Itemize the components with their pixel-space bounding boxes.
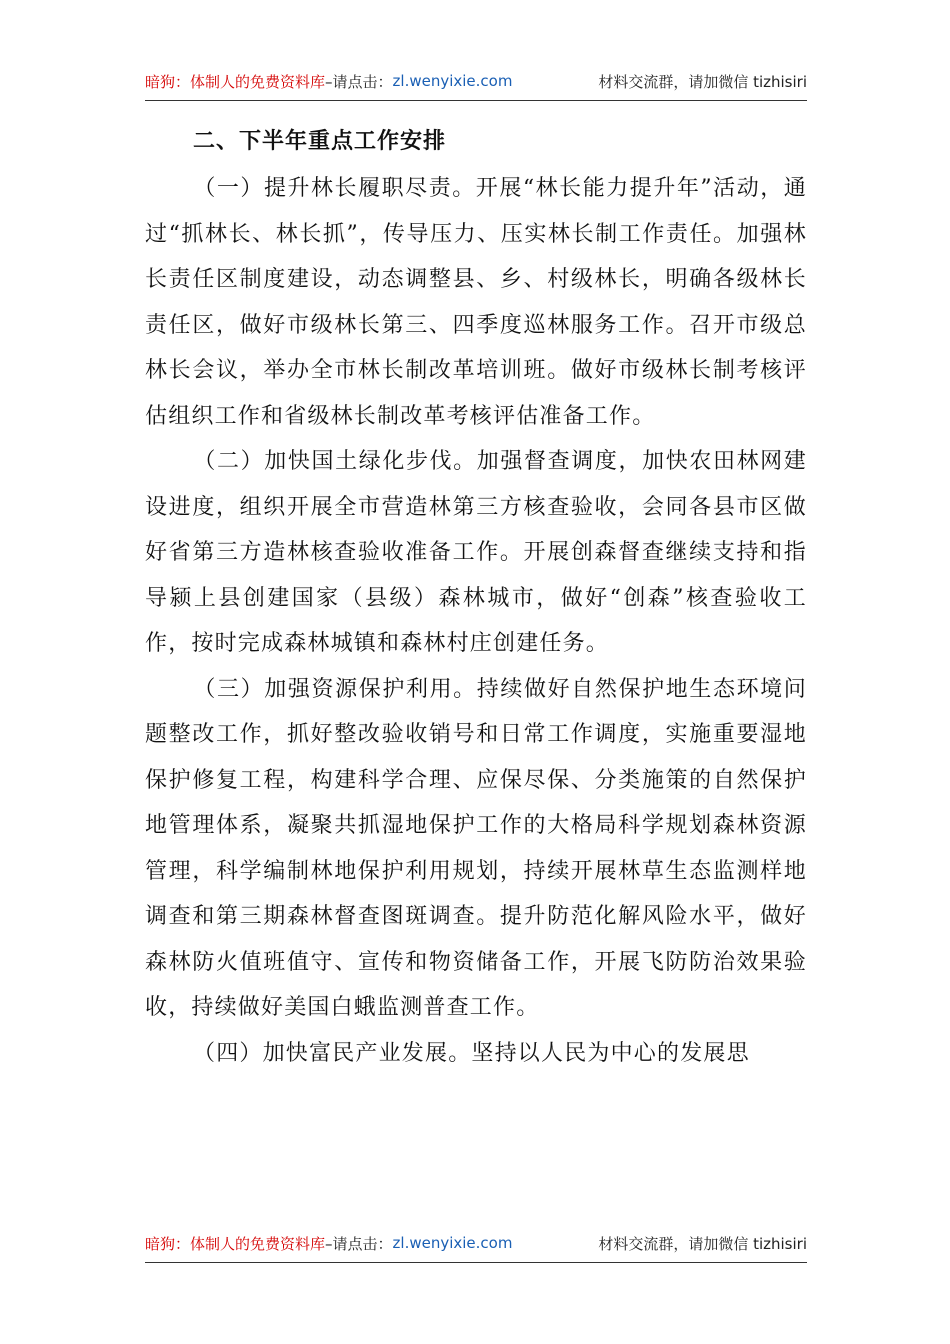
paragraph-1	[145, 166, 807, 439]
footer-brand-text: 暗狗：体制人的免费资料库	[145, 1234, 326, 1253]
header-prompt-text: –请点击：	[325, 72, 393, 91]
header-banner	[145, 62, 807, 101]
footer-banner	[145, 1224, 807, 1263]
paragraph-1-text: （一）提升林长履职尽责。开展“林长能力提升年”活动，通过“抓林长、林长抓”，传导压力、压实林长制工作责任。加强林长责任区制度建设，动态调整县、乡、村级林长，明确各级林长责任区，做好市级林长第三、四季度巡林服务工作。召开市级总林长会议，举办全市林长制改革培训班。做好市级林长制考核评估组织工作和省级林长制改革考核评估准备工作。	[145, 176, 807, 429]
header-url-link[interactable]: zl.wenyixie.com	[392, 72, 513, 90]
footer-contact-text: 材料交流群，请加微信 tizhisiri	[598, 1234, 807, 1253]
footer-banner-left	[145, 1233, 512, 1254]
paragraph-2	[145, 439, 807, 667]
paragraph-2-text: （二）加快国土绿化步伐。加强督查调度，加快农田林网建设进度，组织开展全市营造林第三方核查验收，会同各县市区做好省第三方造林核查验收准备工作。开展创森督查继续支持和指导颍上县创建国家（县级）森林城市，做好“创森”核查验收工作，按时完成森林城镇和森林村庄创建任务。	[145, 449, 807, 656]
footer-url-link[interactable]: zl.wenyixie.com	[392, 1234, 513, 1252]
paragraph-4	[145, 1031, 807, 1077]
paragraph-3-text: （三）加强资源保护利用。持续做好自然保护地生态环境问题整改工作，抓好整改验收销号和日常工作调度，实施重要湿地保护修复工程，构建科学合理、应保尽保、分类施策的自然保护地管理体系，凝聚共抓湿地保护工作的大格局科学规划森林资源管理，科学编制林地保护利用规划，持续开展林草生态监测样地调查和第三期森林督查图斑调查。提升防范化解风险水平，做好森林防火值班值守、宣传和物资储备工作，开展飞防防治效果验收，持续做好美国白蛾监测普查工作。	[145, 676, 807, 1020]
document-body	[145, 166, 807, 1076]
paragraph-4-text: （四）加快富民产业发展。坚持以人民为中心的发展思	[193, 1040, 750, 1066]
footer-prompt-text: –请点击：	[325, 1234, 393, 1253]
header-contact-text: 材料交流群，请加微信 tizhisiri	[598, 72, 807, 91]
section-heading: 二、下半年重点工作安排	[193, 129, 447, 154]
paragraph-3	[145, 667, 807, 1031]
header-banner-left	[145, 71, 512, 92]
header-brand-text: 暗狗：体制人的免费资料库	[145, 72, 326, 91]
